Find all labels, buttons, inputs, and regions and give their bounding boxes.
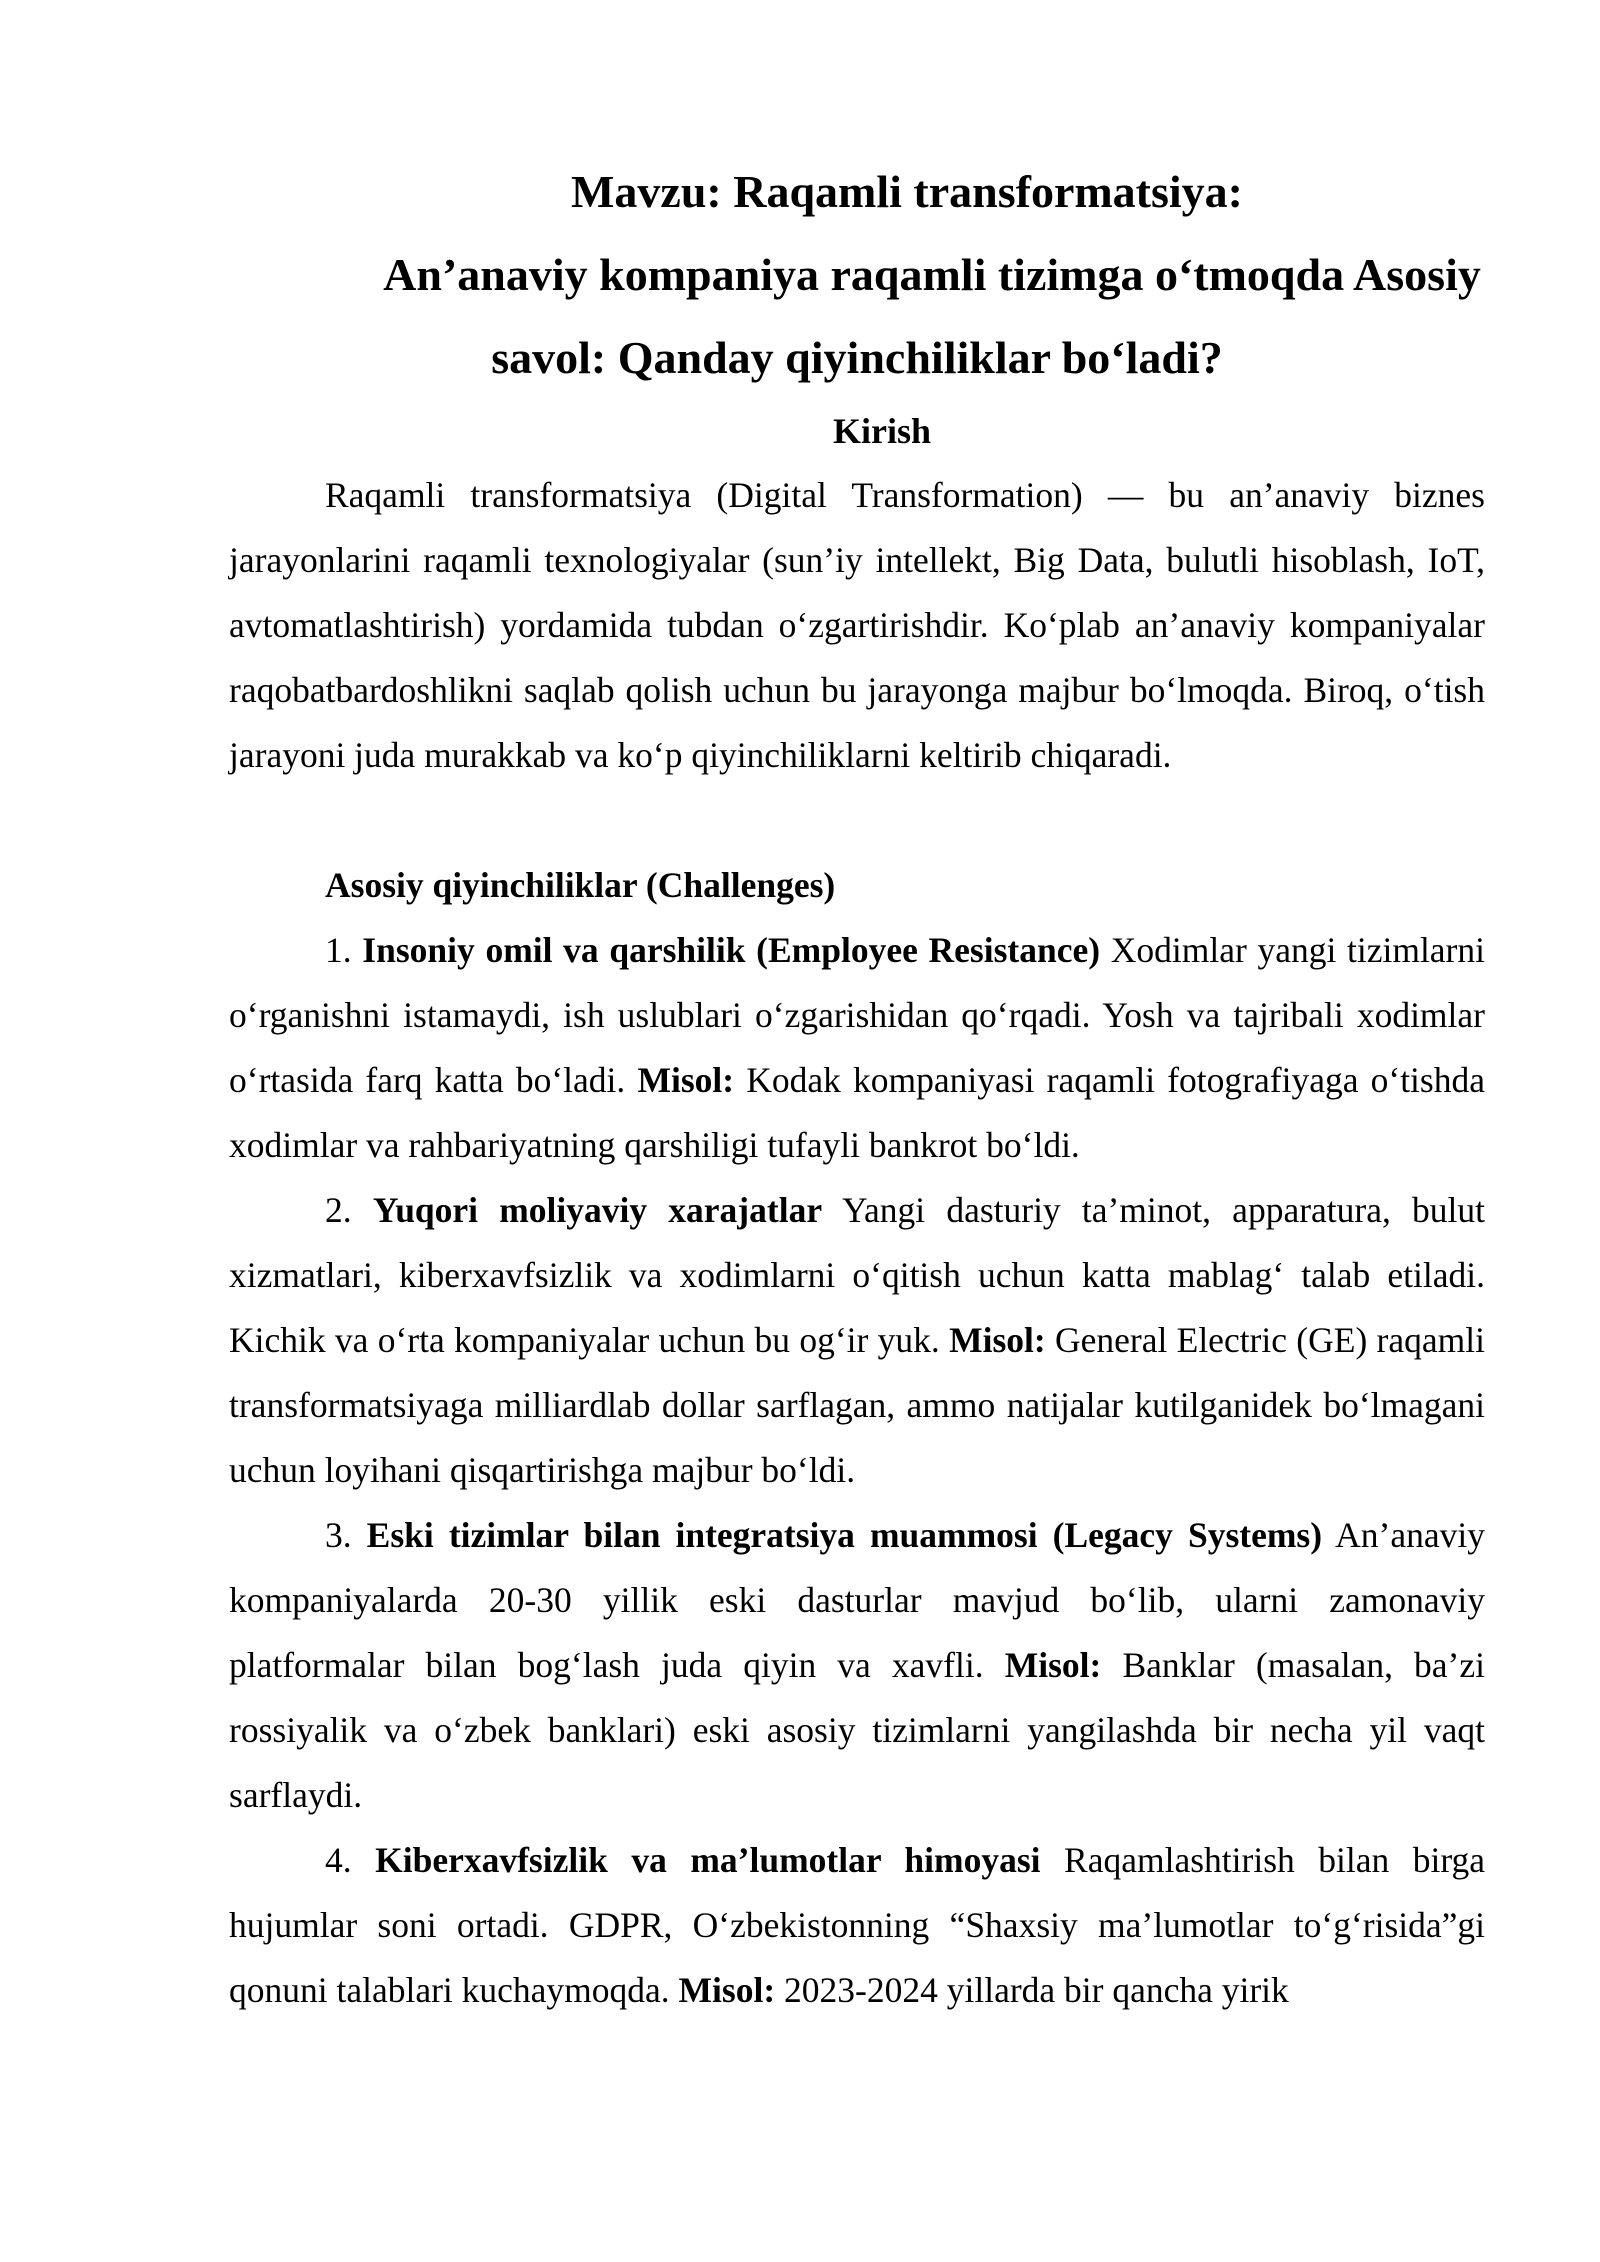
challenge-text: An’anaviy kompaniyalarda 20-30 yillik eski dasturlar mavjud bo‘lib, ularni zamonaviy platformalar bilan bog‘lash juda qiyin va xavfli. bbox=[229, 1515, 1485, 1685]
challenge-title: Yuqori moliyaviy xarajatlar bbox=[372, 1190, 823, 1230]
challenges-heading: Asosiy qiyinchiliklar (Challenges) bbox=[325, 865, 836, 905]
challenge-title: Eski tizimlar bilan integratsiya muammosi (Legacy Systems) bbox=[366, 1515, 1323, 1555]
example-label: Misol: bbox=[678, 1970, 776, 2010]
challenge-example: 2023-2024 yillarda bir qancha yirik bbox=[784, 1970, 1289, 2010]
document-page bbox=[229, 150, 1485, 2023]
challenge-example: General Electric (GE) raqamli transformatsiyaga milliardlab dollar sarflagan, ammo natijalar kutilganidek bo‘lmagani uchun loyihani qisqartirishga majbur bo‘ldi. bbox=[229, 1320, 1485, 1490]
challenge-item-1 bbox=[229, 918, 1485, 1178]
challenge-item-3 bbox=[229, 1503, 1485, 1828]
title-line-2: An’anaviy kompaniya raqamli tizimga o‘tmoqda Asosiy bbox=[383, 249, 1481, 300]
challenge-number: 4. bbox=[325, 1840, 352, 1880]
challenge-number: 1. bbox=[325, 930, 352, 970]
challenge-item-2 bbox=[229, 1178, 1485, 1503]
challenge-text: Raqamlashtirish bilan birga hujumlar soni ortadi. GDPR, O‘zbekistonning “Shaxsiy ma’lumotlar to‘g‘risida”gi qonuni talablari kuchaymoqda. bbox=[229, 1840, 1486, 2010]
title-line-1: Mavzu: Raqamli transformatsiya: bbox=[570, 166, 1243, 217]
challenge-text: Yangi dasturiy ta’minot, apparatura, bulut xizmatlari, kiberxavfsizlik va xodimlarni o‘qitish uchun katta mablag‘ talab etiladi. Kichik va o‘rta kompaniyalar uchun bu og‘ir yuk. bbox=[229, 1190, 1485, 1360]
challenge-number: 2. bbox=[325, 1190, 352, 1230]
challenge-item-4 bbox=[229, 1828, 1485, 2023]
title-line-3: savol: Qanday qiyinchiliklar bo‘ladi? bbox=[491, 332, 1223, 383]
example-label: Misol: bbox=[637, 1060, 735, 1100]
challenge-title: Insoniy omil va qarshilik (Employee Resistance) bbox=[362, 930, 1101, 970]
spacer bbox=[229, 788, 1485, 853]
example-label: Misol: bbox=[949, 1320, 1046, 1360]
challenge-text: Xodimlar yangi tizimlarni o‘rganishni istamaydi, ish uslublari o‘zgarishidan qo‘rqadi. Yosh va tajribali xodimlar o‘rtasida farq katta bo‘ladi. bbox=[229, 930, 1485, 1100]
challenge-example: Kodak kompaniyasi raqamli fotografiyaga o‘tishda xodimlar va rahbariyatning qarshiligi tufayli bankrot bo‘ldi. bbox=[229, 1060, 1485, 1165]
document-title bbox=[229, 150, 1485, 399]
challenge-title: Kiberxavfsizlik va ma’lumotlar himoyasi bbox=[375, 1840, 1041, 1880]
intro-paragraph: Raqamli transformatsiya (Digital Transformation) — bu an’anaviy biznes jarayonlarini raqamli texnologiyalar (sun’iy intellekt, Big Data, bulutli hisoblash, IoT, avtomatlashtirish) yordamida tubdan o‘zgartirishdir. Ko‘plab an’anaviy kompaniyalar raqobatbardoshlikni saqlab qolish uchun bu jarayonga majbur bo‘lmoqda. Biroq, o‘tish jarayoni juda murakkab va ko‘p qiyinchiliklarni keltirib chiqaradi. bbox=[229, 475, 1485, 775]
example-label: Misol: bbox=[1004, 1645, 1102, 1685]
intro-heading: Kirish bbox=[832, 411, 931, 451]
challenge-number: 3. bbox=[325, 1515, 352, 1555]
challenge-example: Banklar (masalan, ba’zi rossiyalik va o‘zbek banklari) eski asosiy tizimlarni yangilashda bir necha yil vaqt sarflaydi. bbox=[229, 1645, 1485, 1815]
